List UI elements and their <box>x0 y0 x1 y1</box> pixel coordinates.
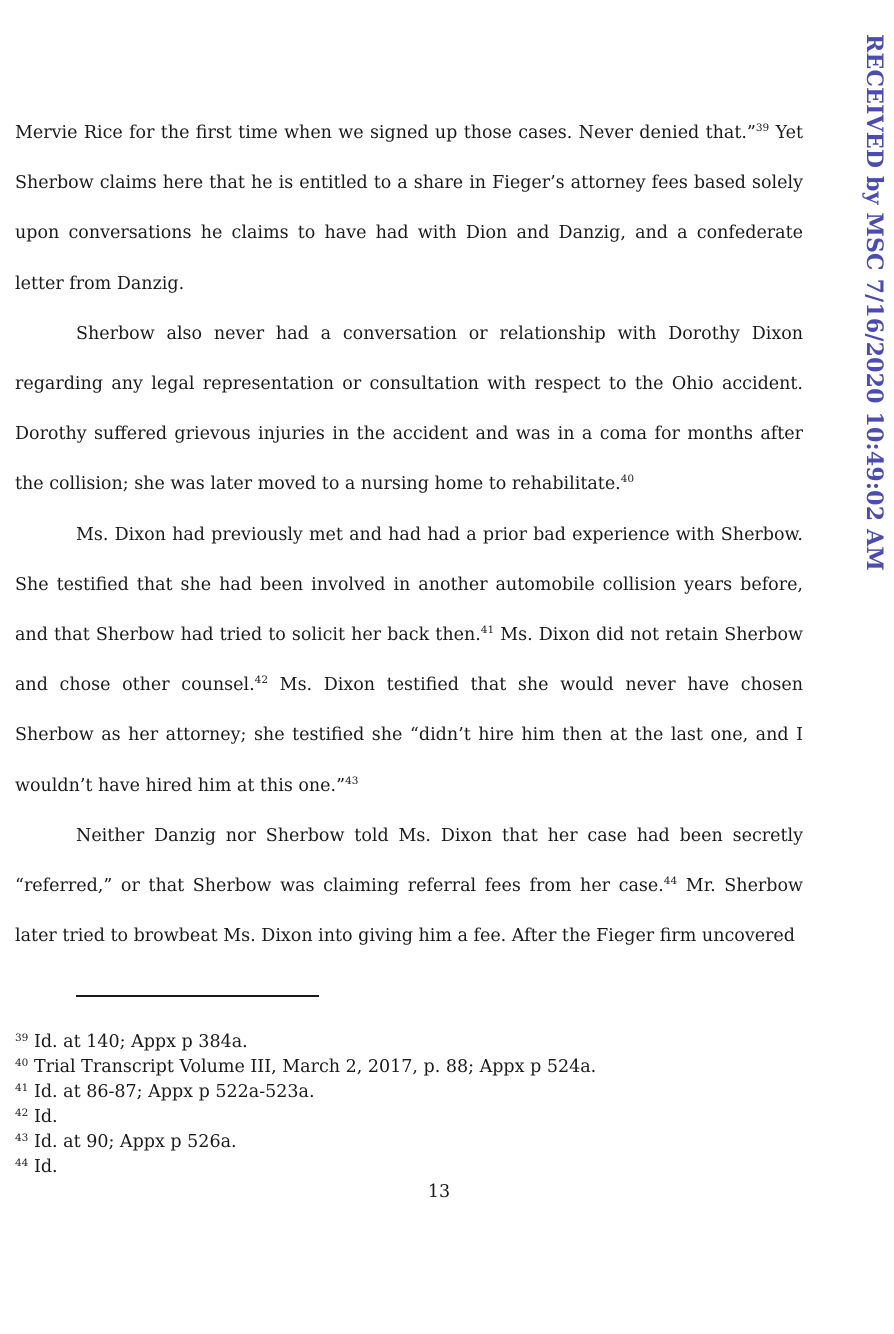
footnote-ref: 42 <box>254 674 269 687</box>
footnote-number: 39 <box>15 1032 29 1044</box>
footnote-number: 40 <box>15 1057 29 1069</box>
footnote-text: Id. at 86-87; Appx p 522a-523a. <box>28 1082 315 1102</box>
footnote-40 <box>15 1055 803 1080</box>
footnote-ref: 44 <box>663 875 678 888</box>
received-stamp: RECEIVED by MSC 7/16/2020 10:49:02 AM <box>861 34 887 571</box>
footnote-ref: 40 <box>620 473 635 486</box>
footnote-number: 44 <box>15 1157 29 1169</box>
paragraph-2 <box>15 309 803 510</box>
footnote-41 <box>15 1080 803 1105</box>
text-segment: Ms. Dixon had previously met and had had a prior bad experience with Sherbow. She testified that she had been involved in another automobile collision years before, and that Sherbow had tried to solicit her back then. <box>15 524 803 646</box>
footnote-number: 43 <box>15 1132 29 1144</box>
text-segment: Mr. Sherbow later tried to browbeat Ms. Dixon into giving him a fee. After the Fieger firm uncovered <box>15 876 804 947</box>
text-segment: Yet Sherbow claims here that he is entitled to a share in Fieger’s attorney fees based solely upon conversations he claims to have had with Dion and Danzig, and a confederate letter from Danzig. <box>15 123 804 294</box>
paragraph-1 <box>15 108 803 309</box>
text-segment: Sherbow also never had a conversation or relationship with Dorothy Dixon regarding any legal representation or consultation with respect to the Ohio accident. Dorothy suffered grievous injuries in the accident and was in a coma for months after the collision; she was later moved to a nursing home to rehabilitate. <box>15 323 803 495</box>
footnote-number: 41 <box>15 1082 29 1094</box>
footnote-text: Id. at 90; Appx p 526a. <box>28 1132 237 1152</box>
footnotes <box>15 1030 803 1180</box>
body-text <box>15 108 803 961</box>
footnote-ref: 39 <box>755 122 770 134</box>
text-segment: Ms. Dixon testified that she would never have chosen Sherbow as her attorney; she testified she “didn’t hire him then at the last one, and I wouldn’t have hired him at this one.” <box>15 675 803 796</box>
footnote-ref: 41 <box>480 624 495 637</box>
text-segment: Neither Danzig nor Sherbow told Ms. Dixon that her case had been secretly “referred,” or that Sherbow was claiming referral fees from her case. <box>15 825 803 897</box>
footnote-43 <box>15 1130 803 1155</box>
text-segment: Mervie Rice for the first time when we signed up those cases. Never denied that.” <box>15 123 756 143</box>
footnote-text: Id. <box>28 1107 58 1127</box>
footnote-text: Id. <box>28 1157 58 1177</box>
footnote-42 <box>15 1105 803 1130</box>
footnote-text: Trial Transcript Volume III, March 2, 2017, p. 88; Appx p 524a. <box>28 1057 597 1077</box>
footnote-ref: 43 <box>345 774 359 787</box>
footnote-39 <box>15 1030 803 1055</box>
footnote-44 <box>15 1155 803 1180</box>
paragraph-3 <box>15 510 803 811</box>
footnote-number: 42 <box>15 1107 29 1119</box>
page-number: 13 <box>427 1182 451 1202</box>
text-segment: Ms. Dixon did not retain Sherbow and chose other counsel. <box>15 625 803 696</box>
footnote-divider <box>76 995 319 997</box>
paragraph-4 <box>15 811 803 962</box>
footnote-text: Id. at 140; Appx p 384a. <box>28 1032 248 1052</box>
